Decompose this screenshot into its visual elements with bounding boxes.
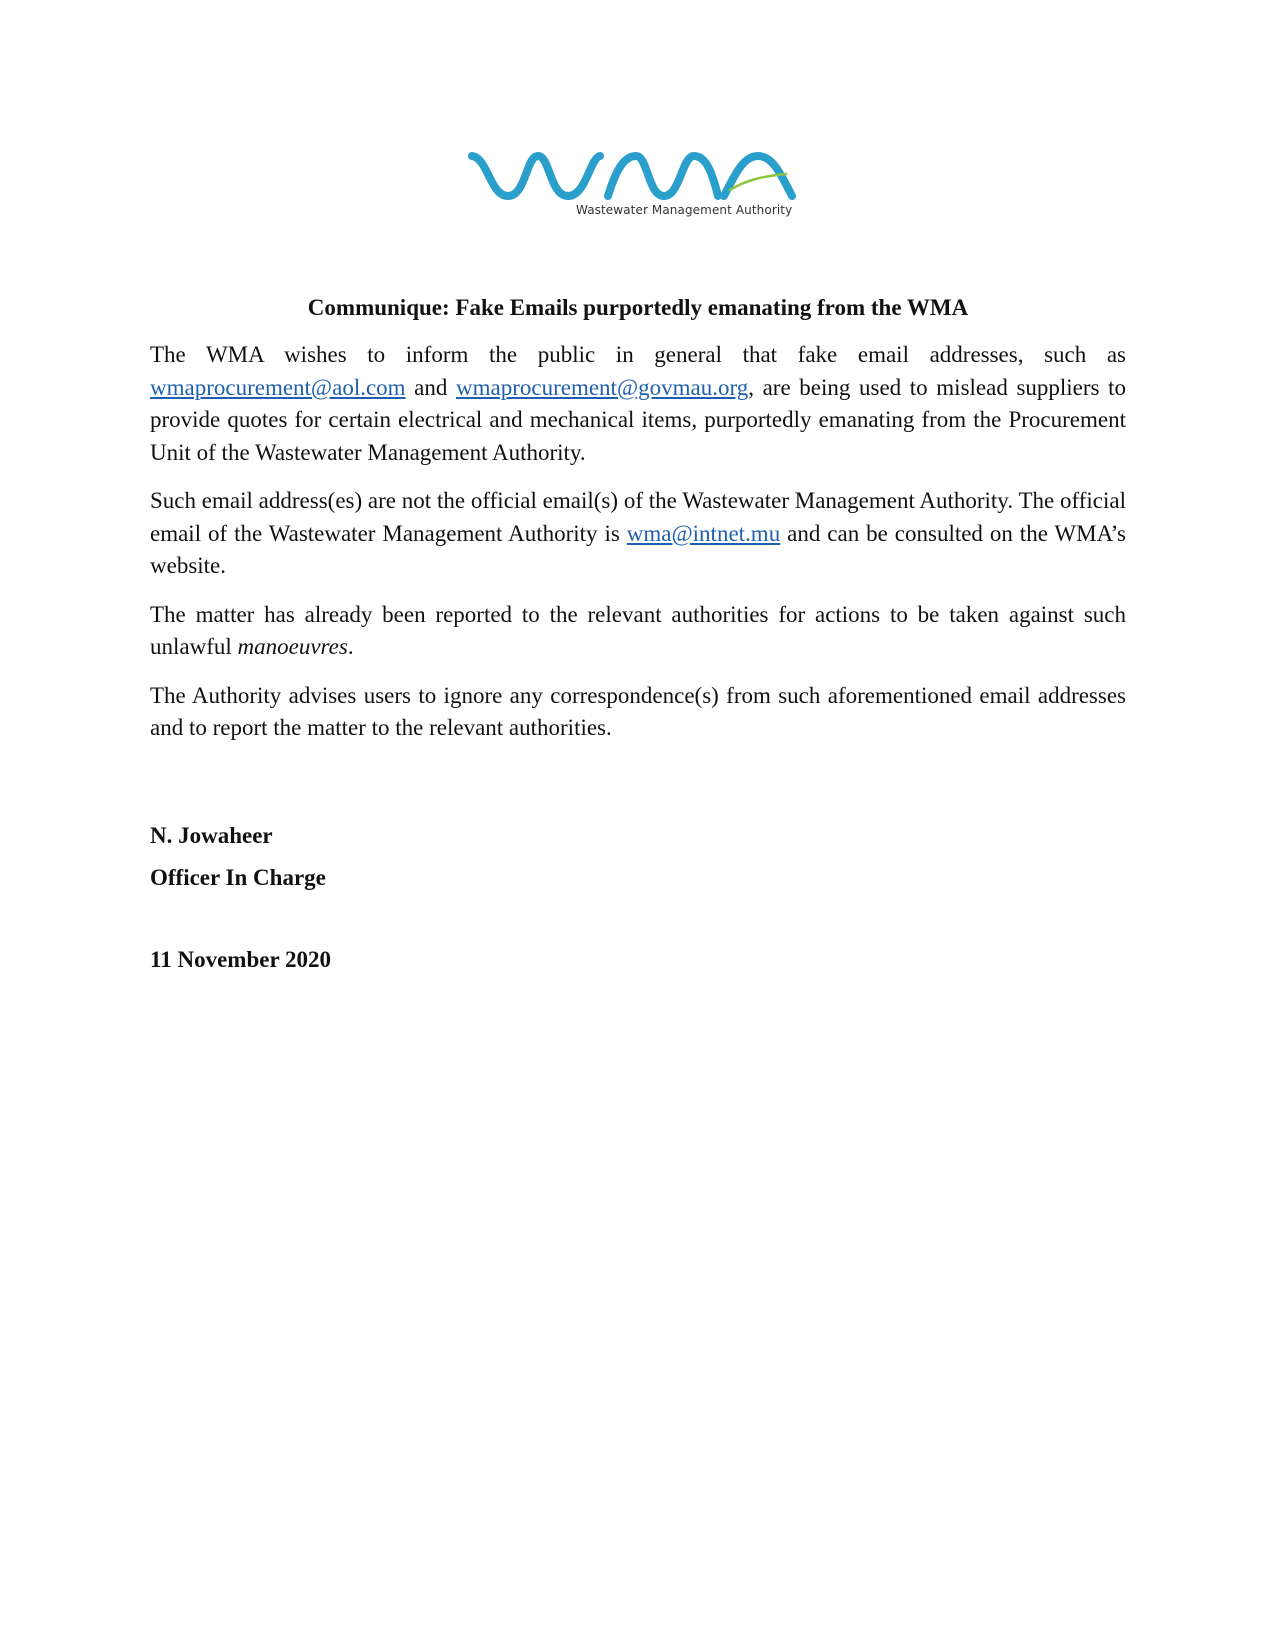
- wma-wordmark-icon: [468, 150, 808, 205]
- logo-caption: Wastewater Management Authority: [576, 203, 793, 217]
- paragraph-4: [150, 680, 1126, 745]
- paragraph-1: [150, 339, 1126, 469]
- paragraph-2-text-b: and can be consulted on the WMA’s website.: [150, 520, 1126, 578]
- fake-email-link-aol[interactable]: wmaprocurement@aol.com: [150, 374, 406, 400]
- page-title: Communique: Fake Emails purportedly emanating from the WMA: [307, 295, 969, 320]
- communique-body: [150, 339, 1126, 761]
- wma-logo: [468, 150, 808, 225]
- paragraph-3-italic: manoeuvres: [237, 634, 348, 659]
- paragraph-1-text-a: The WMA wishes to inform the public in general that fake email addresses, such as: [150, 342, 1126, 367]
- paragraph-4-text-a: The Authority advises users to ignore any correspondence(s) from such aforementioned email addresses and to report the matter to the relevant authorities.: [150, 682, 1126, 740]
- paragraph-3: [150, 599, 1126, 664]
- fake-email-link-govmau[interactable]: wmaprocurement@govmau.org: [456, 374, 749, 400]
- paragraph-1-text-c: , are being used to mislead suppliers to provide quotes for certain electrical and mechanical items, purportedly emanating from the Procurement Unit of the Wastewater Management Authority.: [150, 374, 1127, 465]
- signatory-role: Officer In Charge: [150, 865, 326, 890]
- paragraph-3-text-b: .: [347, 634, 354, 659]
- official-email-link[interactable]: wma@intnet.mu: [626, 520, 781, 546]
- signatory-name: N. Jowaheer: [150, 823, 273, 848]
- communique-date: 11 November 2020: [150, 947, 332, 972]
- paragraph-2: [150, 485, 1126, 583]
- paragraph-1-text-b: and: [405, 374, 457, 400]
- paragraph-3-text-a: The matter has already been reported to the relevant authorities for actions to be taken against such unlawful: [150, 601, 1126, 659]
- paragraph-2-text-a: Such email address(es) are not the official email(s) of the Wastewater Management Authority. The official email of the Wastewater Management Authority is: [150, 488, 1126, 546]
